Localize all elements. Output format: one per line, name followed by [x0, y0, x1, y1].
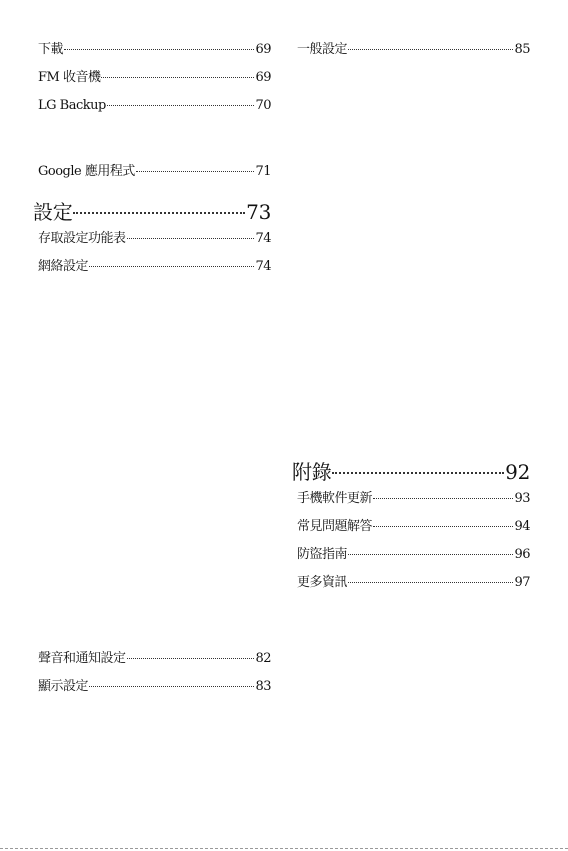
toc-leader — [373, 526, 513, 527]
toc-entry-title: 下載 — [38, 42, 64, 57]
toc-entry-fm-radio[interactable] — [38, 70, 271, 86]
toc-leader — [107, 105, 255, 106]
toc-entry-title: 防盜指南 — [297, 547, 348, 562]
toc-entry-title: 更多資訊 — [297, 575, 348, 590]
toc-entry-more-info[interactable] — [297, 575, 530, 591]
toc-entry-page: 74 — [255, 259, 271, 274]
toc-section-appendix[interactable] — [292, 460, 530, 484]
toc-entry-title: 顯示設定 — [38, 679, 89, 694]
toc-entry-display-settings[interactable] — [38, 679, 271, 695]
toc-entry-page: 93 — [514, 491, 530, 506]
toc-section-settings[interactable] — [33, 200, 271, 224]
toc-leader — [348, 49, 513, 50]
toc-entry-download[interactable] — [38, 42, 271, 58]
toc-entry-software-update[interactable] — [297, 491, 530, 507]
toc-leader — [64, 49, 254, 50]
toc-entry-title: 網絡設定 — [38, 259, 89, 274]
toc-entry-page: 97 — [514, 575, 530, 590]
toc-entry-title: 存取設定功能表 — [38, 231, 126, 246]
toc-entry-sound-notification[interactable] — [38, 651, 271, 667]
toc-entry-anti-theft[interactable] — [297, 547, 530, 563]
toc-leader — [348, 554, 513, 555]
toc-entry-google-apps[interactable] — [38, 164, 271, 180]
toc-entry-faq[interactable] — [297, 519, 530, 535]
toc-leader — [73, 212, 245, 214]
toc-entry-title: FM 收音機 — [38, 70, 101, 85]
toc-entry-access-settings-menu[interactable] — [38, 231, 271, 247]
toc-entry-page: 74 — [255, 231, 271, 246]
toc-entry-network-settings[interactable] — [38, 259, 271, 275]
toc-section-title: 附錄 — [292, 460, 332, 484]
toc-entry-page: 82 — [255, 651, 271, 666]
toc-entry-general-settings[interactable] — [297, 42, 530, 58]
toc-entry-page: 83 — [255, 679, 271, 694]
toc-section-page: 73 — [246, 200, 271, 224]
toc-entry-page: 69 — [255, 70, 271, 85]
toc-entry-title: 手機軟件更新 — [297, 491, 373, 506]
toc-entry-title: 一般設定 — [297, 42, 348, 57]
toc-leader — [332, 472, 504, 474]
toc-leader — [373, 498, 513, 499]
toc-entry-title: 聲音和通知設定 — [38, 651, 126, 666]
toc-section-page: 92 — [505, 460, 530, 484]
toc-entry-page: 94 — [514, 519, 530, 534]
toc-leader — [127, 238, 255, 239]
toc-leader — [136, 171, 255, 172]
toc-leader — [348, 582, 513, 583]
toc-entry-page: 85 — [514, 42, 530, 57]
toc-entry-page: 70 — [255, 98, 271, 113]
toc-entry-title: Google 應用程式 — [38, 164, 135, 179]
toc-leader — [127, 658, 255, 659]
toc-leader — [89, 266, 254, 267]
toc-entry-title: 常見問題解答 — [297, 519, 373, 534]
toc-entry-lg-backup[interactable] — [38, 98, 271, 114]
toc-entry-page: 71 — [255, 164, 271, 179]
toc-entry-page: 69 — [255, 42, 271, 57]
toc-entry-title: LG Backup — [38, 98, 106, 113]
toc-entry-page: 96 — [514, 547, 530, 562]
toc-leader — [89, 686, 254, 687]
page-bottom-rule — [0, 848, 568, 849]
toc-section-title: 設定 — [33, 200, 73, 224]
toc-leader — [101, 77, 254, 78]
